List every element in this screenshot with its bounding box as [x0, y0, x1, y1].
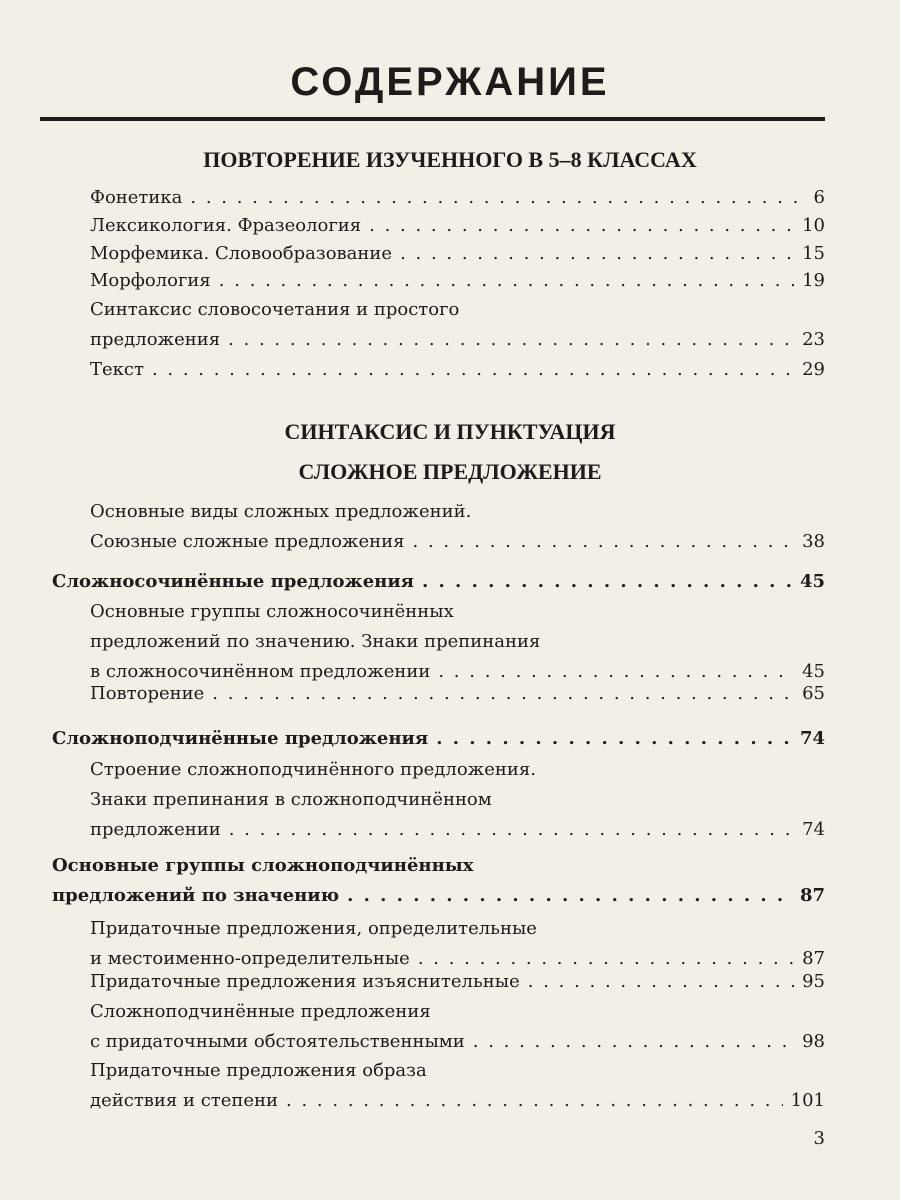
dot-leader — [229, 815, 794, 845]
entry-page: 74 — [799, 728, 825, 749]
entry-title: Сложноподчинённые предложения — [52, 728, 429, 749]
entry-title-cont: предложений по значению — [52, 885, 340, 906]
toc-entry-compound-groups[interactable] — [90, 597, 825, 687]
entry-title-cont: в сложносочинённом предложении — [90, 661, 431, 682]
entry-title-cont: Союзные сложные предложения — [90, 531, 405, 552]
entry-page: 29 — [802, 359, 825, 380]
entry-page: 74 — [802, 819, 825, 840]
entry-page: 98 — [802, 1031, 825, 1052]
section-heading-review: ПОВТОРЕНИЕ ИЗУЧЕННОГО В 5–8 КЛАССАХ — [203, 147, 697, 172]
entry-title: Придаточные предложения образа — [90, 1060, 427, 1081]
entry-title-cont: предложений по значению. Знаки препинания — [90, 631, 541, 652]
entry-title-cont: предложения — [90, 329, 221, 350]
entry-page: 95 — [802, 971, 825, 992]
page-number: 3 — [813, 1128, 825, 1149]
entry-page: 19 — [802, 270, 825, 291]
entry-title: Синтаксис словосочетания и простого — [90, 299, 460, 320]
dot-leader — [347, 881, 792, 911]
dot-leader — [286, 1086, 783, 1116]
entry-page: 45 — [802, 661, 825, 682]
dot-leader — [212, 679, 794, 709]
entry-title: Морфология — [90, 270, 211, 291]
dot-leader — [152, 355, 794, 385]
entry-title: Строение сложноподчинённого предложения. — [90, 759, 536, 780]
entry-page: 6 — [813, 187, 825, 208]
toc-entry-complex-types[interactable] — [90, 497, 825, 557]
toc-chapter-subordinate-groups[interactable] — [52, 851, 825, 911]
entry-title: Морфемика. Словообразование — [90, 243, 393, 264]
entry-page: 87 — [802, 948, 825, 969]
entry-title: Придаточные предложения, определительные — [90, 918, 537, 939]
entry-title-cont: с придаточными обстоятельственными — [90, 1031, 465, 1052]
page-title: СОДЕРЖАНИЕ — [290, 60, 610, 104]
entry-page: 87 — [799, 885, 825, 906]
toc-entry-review[interactable] — [90, 679, 825, 709]
toc-entry-explanatory[interactable] — [90, 967, 825, 997]
entry-page: 45 — [799, 571, 825, 592]
toc-entry-adverbial[interactable] — [90, 997, 825, 1057]
dot-leader — [436, 724, 792, 754]
entry-page: 65 — [802, 683, 825, 704]
toc-chapter-compound[interactable] — [52, 567, 825, 597]
entry-page: 23 — [802, 329, 825, 350]
title-rule — [40, 117, 825, 121]
entry-title-cont: Знаки препинания в сложноподчинённом — [90, 789, 492, 810]
entry-page: 15 — [802, 243, 825, 264]
entry-title: Сложносочинённые предложения — [52, 571, 414, 592]
entry-title: Повторение — [90, 683, 205, 704]
dot-leader — [369, 211, 794, 241]
toc-entry-manner-degree[interactable] — [90, 1056, 825, 1116]
entry-title: Текст — [90, 359, 144, 380]
entry-title: Основные виды сложных предложений. — [90, 501, 472, 522]
dot-leader — [190, 183, 805, 213]
toc-entry-attributive[interactable] — [90, 914, 825, 974]
dot-leader — [228, 325, 794, 355]
entry-title: Основные группы сложноподчинённых — [52, 855, 474, 876]
toc-chapter-complex-subordinate[interactable] — [52, 724, 825, 754]
dot-leader — [413, 527, 795, 557]
entry-page: 38 — [802, 531, 825, 552]
dot-leader — [422, 567, 792, 597]
toc-entry-morphemics[interactable] — [90, 239, 825, 269]
toc-entry-syntax-simple[interactable] — [90, 295, 825, 355]
entry-page: 10 — [802, 215, 825, 236]
toc-entry-lexicology[interactable] — [90, 211, 825, 241]
entry-title-cont: и местоименно-определительные — [90, 948, 410, 969]
section-heading-complex: СЛОЖНОЕ ПРЕДЛОЖЕНИЕ — [298, 459, 602, 484]
entry-title: Сложноподчинённые предложения — [90, 1001, 431, 1022]
entry-page: 101 — [790, 1090, 825, 1111]
dot-leader — [400, 239, 794, 269]
section-heading-syntax: СИНТАКСИС И ПУНКТУАЦИЯ — [284, 419, 616, 444]
toc-entry-phonetics[interactable] — [90, 183, 825, 213]
entry-title: Фонетика — [90, 187, 183, 208]
toc-entry-subordinate-structure[interactable] — [90, 755, 825, 845]
dot-leader — [219, 266, 794, 296]
toc-entry-text[interactable] — [90, 355, 825, 385]
dot-leader — [528, 967, 794, 997]
toc-entry-morphology[interactable] — [90, 266, 825, 296]
entry-title-cont: действия и степени — [90, 1090, 279, 1111]
entry-title: Основные группы сложносочинённых — [90, 601, 454, 622]
entry-title: Лексикология. Фразеология — [90, 215, 362, 236]
dot-leader — [473, 1027, 794, 1057]
entry-title-cont: предложении — [90, 819, 221, 840]
entry-title: Придаточные предложения изъяснительные — [90, 971, 520, 992]
